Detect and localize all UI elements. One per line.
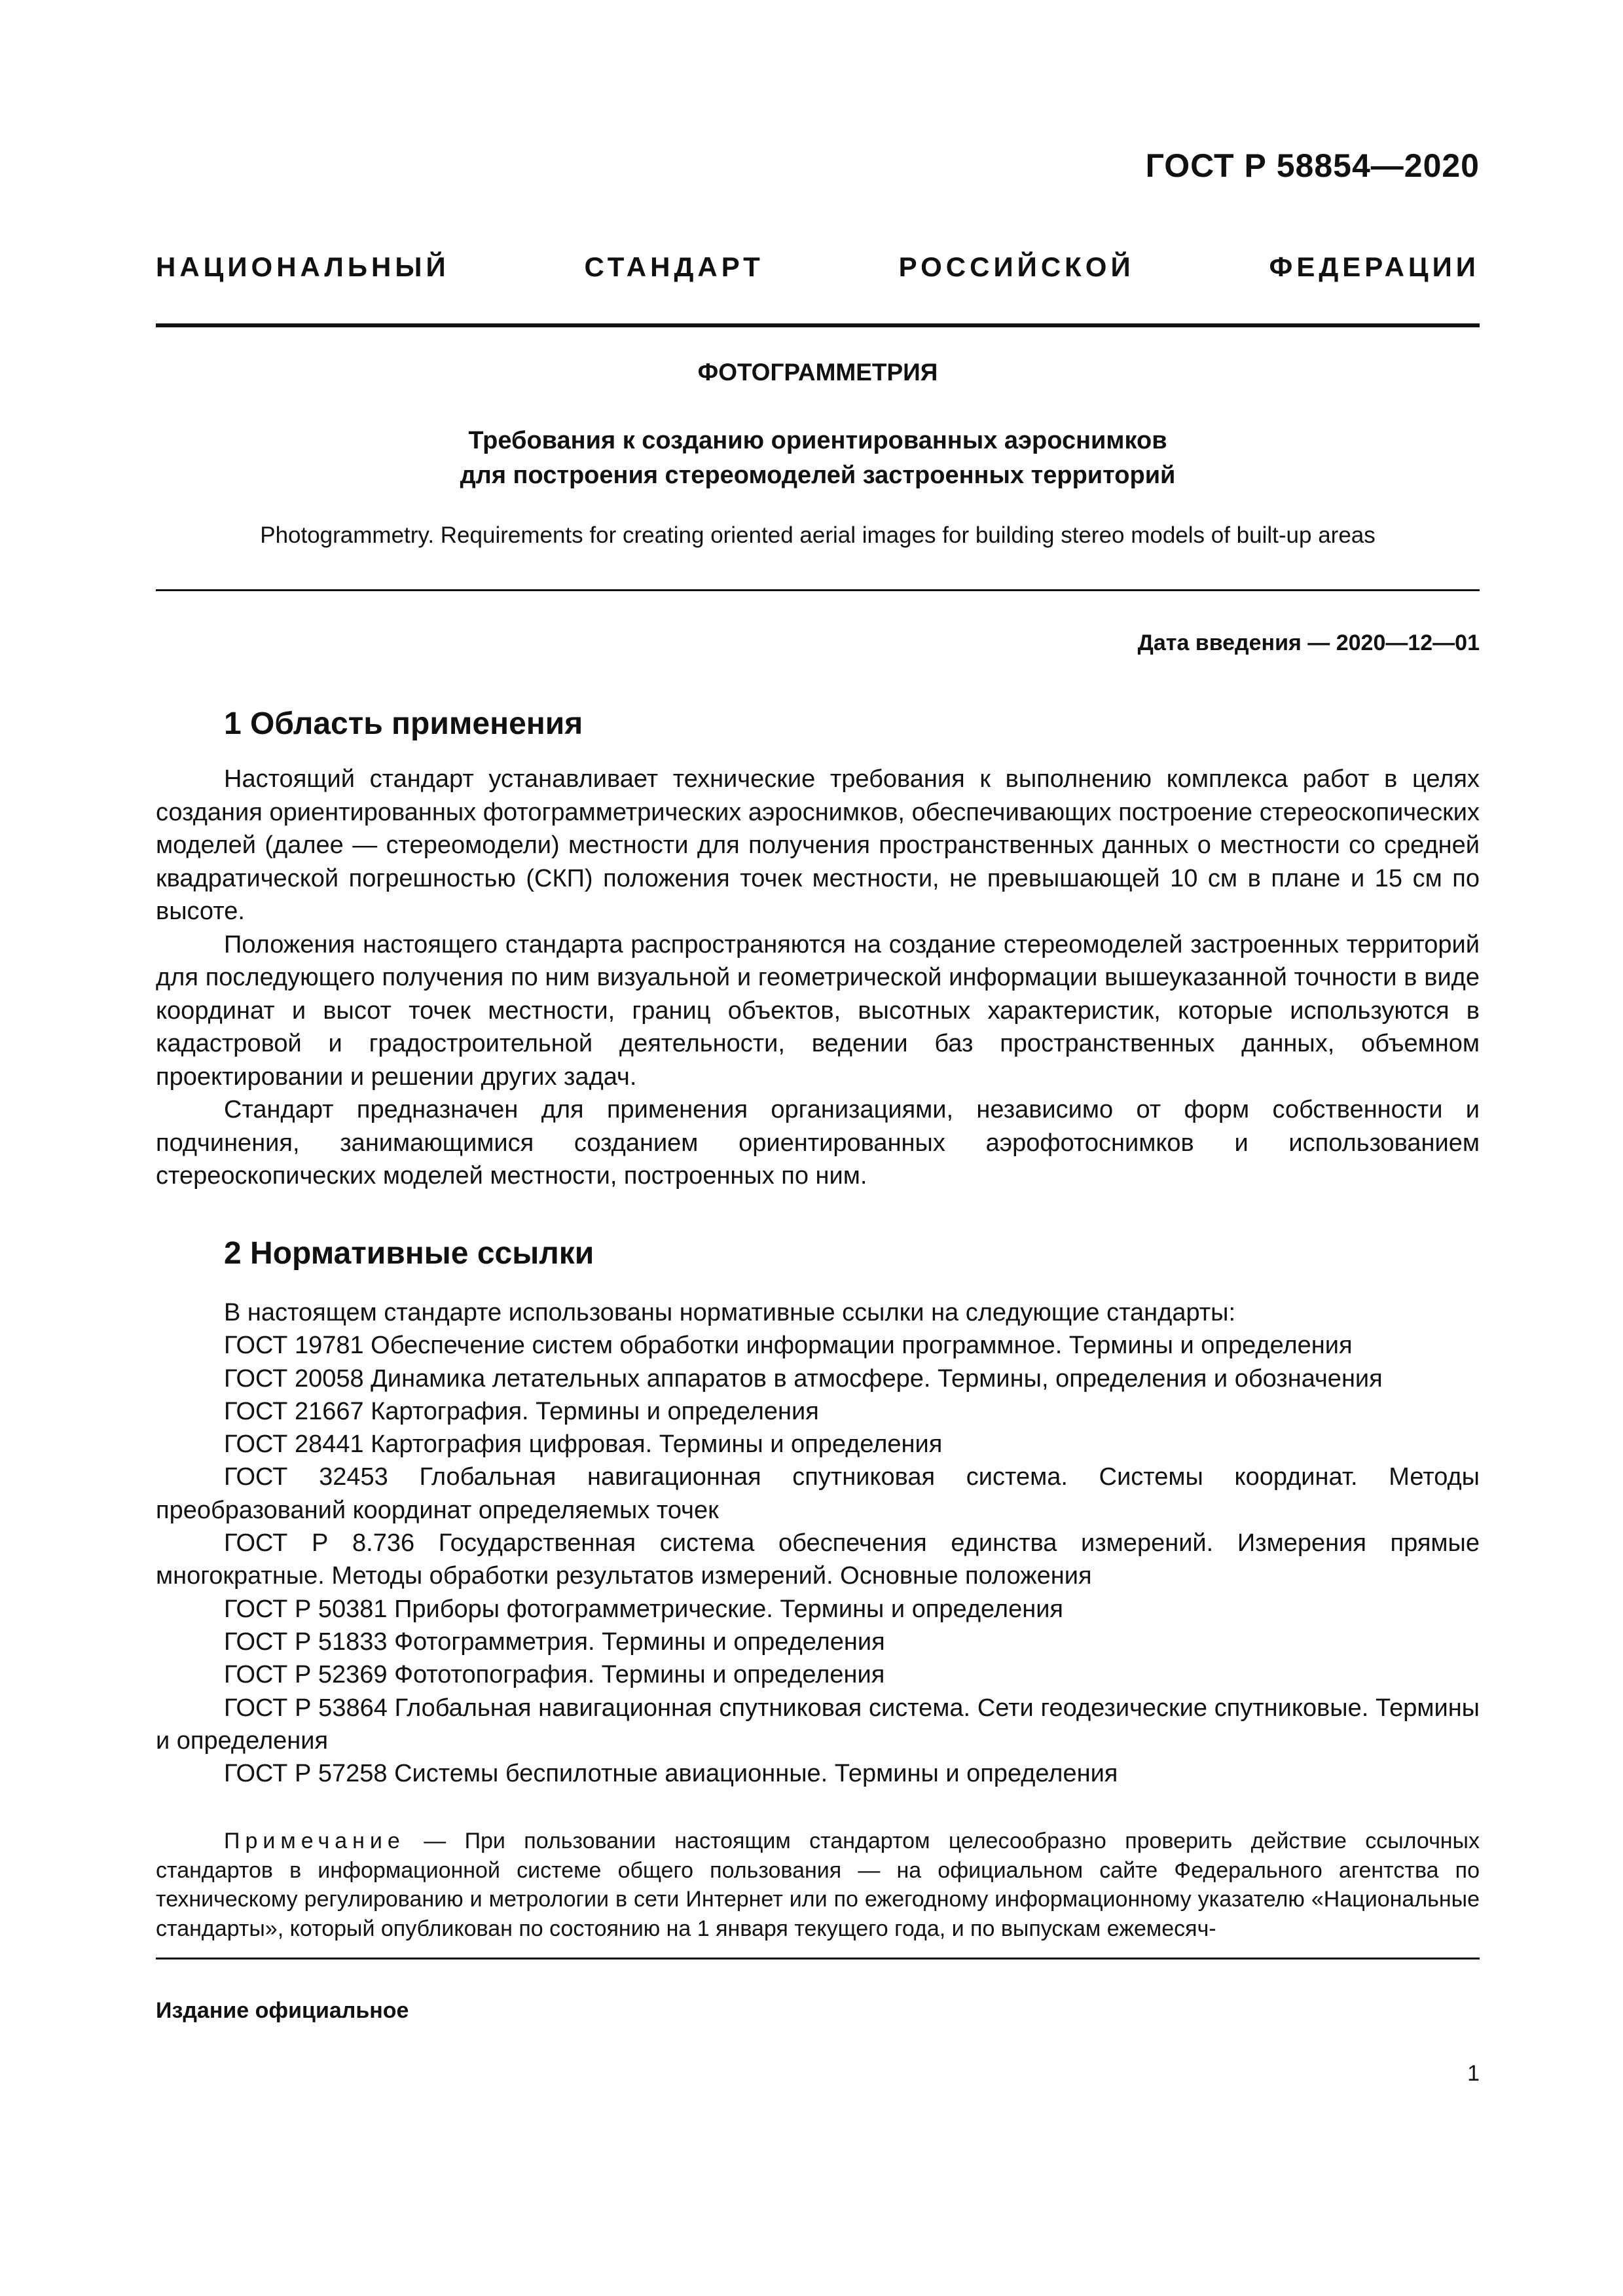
reference-item: ГОСТ 19781 Обеспечение систем обработки информации программное. Термины и определения [224, 1332, 1353, 1360]
references-intro: В настоящем стандарте использованы нормативные ссылки на следующие стандарты: [224, 1299, 1236, 1326]
section-1-paragraph: Настоящий стандарт устанавливает технические требования к выполнению комплекса работ в целях создания ориентированных фотограмметрических аэроснимков, обеспечивающих построение стереоскопических моделей (далее — стереомодели) местности для получения пространственных данных о местности со средней квадратической погрешностью (СКП) положения точек местности, не превышающей 10 см в плане и 15 см по высоте. [156, 765, 1480, 925]
subtitle-line-2: для построения стереомоделей застроенных территорий [460, 462, 1176, 489]
document-title: ФОТОГРАММЕТРИЯ [697, 359, 938, 386]
reference-item: ГОСТ Р 53864 Глобальная навигационная спутниковая система. Сети геодезические спутниковые. Термины и определения [156, 1694, 1480, 1755]
page-number: 1 [1467, 2061, 1480, 2086]
reference-item: ГОСТ 28441 Картография цифровая. Термины и определения [224, 1430, 943, 1459]
reference-item: ГОСТ 20058 Динамика летательных аппаратов в атмосфере. Термины, определения и обозначения [224, 1364, 1383, 1393]
official-edition-label: Издание официальное [156, 1998, 409, 2023]
section-1-paragraph: Положения настоящего стандарта распространяются на создание стереомоделей застроенных территорий для последующего получения по ним визуальной и геометрической информации вышеуказанной точности в виде координат и высот точек местности, границ объектов, высотных характеристик, которые используются в кадастровой и градостроительной деятельности, ведении баз пространственных данных, объемном проектировании и решении других задач. [156, 930, 1480, 1091]
section-1-heading: 1 Область применения [224, 706, 583, 741]
reference-item: ГОСТ 21667 Картография. Термины и определения [224, 1397, 819, 1425]
references-note [156, 1827, 1480, 1943]
title-rule [156, 589, 1480, 591]
reference-item: ГОСТ Р 57258 Системы беспилотные авиационные. Термины и определения [224, 1760, 1118, 1788]
normative-references [156, 1296, 1480, 1790]
subtitle-line-1: Требования к созданию ориентированных аэроснимков [468, 427, 1167, 454]
section-1-body [156, 763, 1480, 1193]
english-title: Photogrammetry. Requirements for creating oriented aerial images for building stereo models of built-up areas [260, 522, 1376, 548]
reference-item: ГОСТ Р 52369 Фототопография. Термины и определения [224, 1661, 885, 1689]
note-label: Примечание [224, 1829, 405, 1853]
reference-item: ГОСТ Р 8.736 Государственная система обеспечения единства измерений. Измерения прямые многократные. Методы обработки результатов измерений. Основные положения [156, 1529, 1480, 1590]
national-standard-banner: НАЦИОНАЛЬНЫЙ СТАНДАРТ РОССИЙСКОЙ ФЕДЕРАЦИИ [156, 251, 1480, 282]
header-rule [156, 323, 1480, 327]
section-2-heading: 2 Нормативные ссылки [224, 1236, 594, 1271]
note-text: — При пользовании настоящим стандартом целесообразно проверить действие ссылочных стандартов в информационной системе общего пользования — на официальном сайте Федерального агентства по техническому регулированию и метрологии в сети Интернет или по ежегодному информационному указателю «Национальные стандарты», который опубликован по состоянию на 1 января текущего года, и по выпускам ежемесяч- [156, 1829, 1480, 1941]
reference-item: ГОСТ Р 51833 Фотограмметрия. Термины и определения [224, 1628, 885, 1656]
introduction-date: Дата введения — 2020—12—01 [1137, 630, 1480, 655]
reference-item: ГОСТ Р 50381 Приборы фотограмметрические. Термины и определения [224, 1595, 1063, 1623]
reference-item: ГОСТ 32453 Глобальная навигационная спутниковая система. Системы координат. Методы преобразований координат определяемых точек [156, 1463, 1480, 1524]
document-subtitle [156, 424, 1480, 493]
footer-rule [156, 1958, 1480, 1959]
section-1-paragraph: Стандарт предназначен для применения организациями, независимо от форм собственности и подчинения, занимающимися созданием ориентированных аэрофотоснимков и использованием стереоскопических моделей местности, построенных по ним. [156, 1096, 1480, 1190]
standard-number: ГОСТ Р 58854—2020 [1145, 147, 1480, 184]
